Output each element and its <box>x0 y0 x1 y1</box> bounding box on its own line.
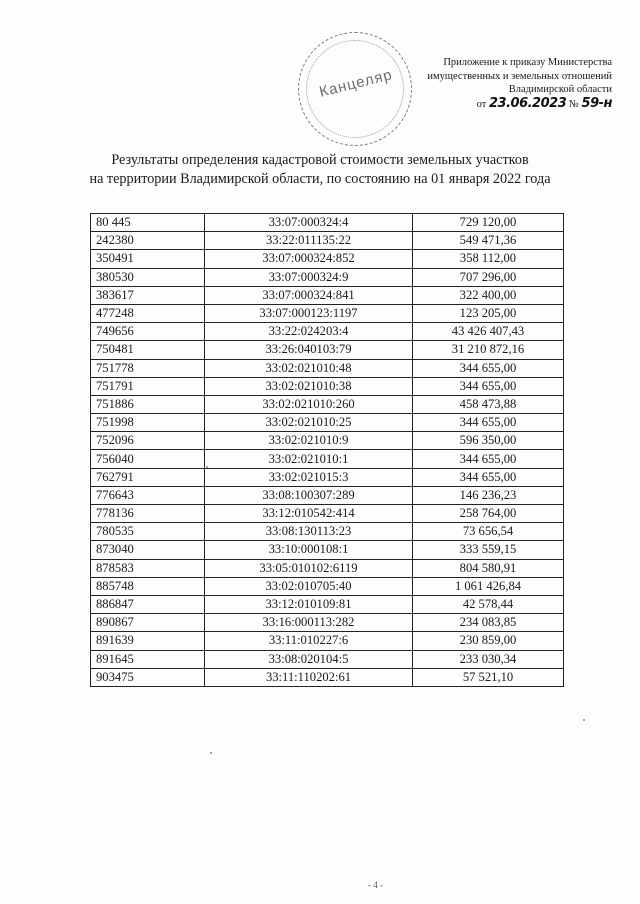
cadastral-number-cell: 33:02:021010:260 <box>205 395 413 413</box>
row-number-cell: 891645 <box>91 650 205 668</box>
row-number-cell: 878583 <box>91 559 205 577</box>
cadastral-value-cell: 333 559,15 <box>413 541 564 559</box>
row-number-cell: 890867 <box>91 614 205 632</box>
cadastral-value-cell: 31 210 872,16 <box>413 341 564 359</box>
cadastral-value-cell: 322 400,00 <box>413 286 564 304</box>
table-row <box>91 304 564 322</box>
cadastral-number-cell: 33:11:110202:61 <box>205 668 413 686</box>
document-header <box>427 56 612 111</box>
cadastral-number-cell: 33:02:010705:40 <box>205 577 413 595</box>
scan-speck <box>206 466 208 468</box>
row-number-cell: 749656 <box>91 323 205 341</box>
table-row <box>91 377 564 395</box>
row-number-cell: 778136 <box>91 505 205 523</box>
cadastral-number-cell: 33:11:010227:6 <box>205 632 413 650</box>
cadastral-number-cell: 33:08:020104:5 <box>205 650 413 668</box>
table-row <box>91 450 564 468</box>
cadastral-number-cell: 33:10:000108:1 <box>205 541 413 559</box>
title-line-1: Результаты определения кадастровой стоимости земельных участков <box>111 152 529 168</box>
document-title <box>0 151 640 189</box>
table-row <box>91 359 564 377</box>
table-row <box>91 232 564 250</box>
cadastral-value-cell: 146 236,23 <box>413 486 564 504</box>
table-row <box>91 595 564 613</box>
row-number-cell: 756040 <box>91 450 205 468</box>
row-number-cell: 242380 <box>91 232 205 250</box>
row-number-cell: 751998 <box>91 414 205 432</box>
header-line-3: Владимирской области <box>508 84 612 95</box>
row-number-cell: 776643 <box>91 486 205 504</box>
cadastral-number-cell: 33:02:021010:9 <box>205 432 413 450</box>
cadastral-value-table <box>90 213 564 687</box>
row-number-cell: 751886 <box>91 395 205 413</box>
stamp-text: Канцеляр <box>317 66 395 101</box>
cadastral-number-cell: 33:07:000324:4 <box>205 214 413 232</box>
row-number-cell: 750481 <box>91 341 205 359</box>
cadastral-value-cell: 230 859,00 <box>413 632 564 650</box>
cadastral-number-cell: 33:07:000324:841 <box>205 286 413 304</box>
cadastral-number-cell: 33:26:040103:79 <box>205 341 413 359</box>
table-row <box>91 432 564 450</box>
row-number-cell: 477248 <box>91 304 205 322</box>
scan-speck <box>583 719 585 721</box>
row-number-cell: 752096 <box>91 432 205 450</box>
cadastral-number-cell: 33:08:100307:289 <box>205 486 413 504</box>
row-number-cell: 751791 <box>91 377 205 395</box>
row-number-cell: 903475 <box>91 668 205 686</box>
cadastral-value-cell: 804 580,91 <box>413 559 564 577</box>
table-body <box>91 214 564 687</box>
table-row <box>91 577 564 595</box>
table-row <box>91 341 564 359</box>
cadastral-value-cell: 43 426 407,43 <box>413 323 564 341</box>
row-number-cell: 383617 <box>91 286 205 304</box>
row-number-cell: 891639 <box>91 632 205 650</box>
cadastral-number-cell: 33:07:000324:852 <box>205 250 413 268</box>
table-row <box>91 505 564 523</box>
cadastral-value-cell: 549 471,36 <box>413 232 564 250</box>
cadastral-number-cell: 33:02:021015:3 <box>205 468 413 486</box>
table-row <box>91 614 564 632</box>
cadastral-value-cell: 344 655,00 <box>413 359 564 377</box>
cadastral-value-cell: 123 205,00 <box>413 304 564 322</box>
cadastral-value-cell: 57 521,10 <box>413 668 564 686</box>
header-line-1: Приложение к приказу Министерства <box>443 57 612 68</box>
cadastral-value-cell: 344 655,00 <box>413 450 564 468</box>
cadastral-number-cell: 33:02:021010:48 <box>205 359 413 377</box>
official-stamp <box>298 32 412 146</box>
cadastral-number-cell: 33:12:010542:414 <box>205 505 413 523</box>
row-number-cell: 780535 <box>91 523 205 541</box>
row-number-cell: 762791 <box>91 468 205 486</box>
cadastral-value-cell: 258 764,00 <box>413 505 564 523</box>
table-row <box>91 559 564 577</box>
cadastral-number-cell: 33:05:010102:6119 <box>205 559 413 577</box>
table-row <box>91 486 564 504</box>
cadastral-number-cell: 33:12:010109:81 <box>205 595 413 613</box>
cadastral-value-cell: 234 083,85 <box>413 614 564 632</box>
table-row <box>91 323 564 341</box>
cadastral-number-cell: 33:02:021010:25 <box>205 414 413 432</box>
cadastral-number-cell: 33:22:011135:22 <box>205 232 413 250</box>
title-line-2: на территории Владимирской области, по состоянию на 01 января 2022 года <box>89 171 551 187</box>
table-row <box>91 468 564 486</box>
table-row <box>91 268 564 286</box>
table-row <box>91 250 564 268</box>
cadastral-value-cell: 458 473,88 <box>413 395 564 413</box>
order-date-line <box>427 97 612 112</box>
row-number-cell: 380530 <box>91 268 205 286</box>
table-row <box>91 650 564 668</box>
handwritten-date: 23.06.2023 <box>489 95 567 111</box>
cadastral-value-cell: 729 120,00 <box>413 214 564 232</box>
cadastral-number-cell: 33:07:000324:9 <box>205 268 413 286</box>
table-row <box>91 668 564 686</box>
cadastral-value-cell: 233 030,34 <box>413 650 564 668</box>
cadastral-value-cell: 344 655,00 <box>413 414 564 432</box>
table-row <box>91 414 564 432</box>
table-row <box>91 632 564 650</box>
header-line-2: имущественных и земельных отношений <box>427 70 612 82</box>
row-number-cell: 350491 <box>91 250 205 268</box>
table-row <box>91 523 564 541</box>
row-number-cell: 751778 <box>91 359 205 377</box>
page-number: - 4 - <box>368 880 383 890</box>
cadastral-number-cell: 33:07:000123:1197 <box>205 304 413 322</box>
row-number-cell: 80 445 <box>91 214 205 232</box>
row-number-cell: 885748 <box>91 577 205 595</box>
cadastral-value-cell: 358 112,00 <box>413 250 564 268</box>
cadastral-value-cell: 1 061 426,84 <box>413 577 564 595</box>
row-number-cell: 873040 <box>91 541 205 559</box>
cadastral-value-cell: 73 656,54 <box>413 523 564 541</box>
cadastral-value-cell: 707 296,00 <box>413 268 564 286</box>
row-number-cell: 886847 <box>91 595 205 613</box>
scan-speck <box>210 752 212 754</box>
cadastral-number-cell: 33:02:021010:38 <box>205 377 413 395</box>
date-prefix: от <box>476 98 487 110</box>
table-row <box>91 286 564 304</box>
number-prefix: № <box>568 98 579 110</box>
table-row <box>91 541 564 559</box>
cadastral-value-cell: 596 350,00 <box>413 432 564 450</box>
handwritten-order-number: 59-н <box>581 95 612 111</box>
table-row <box>91 214 564 232</box>
cadastral-value-cell: 344 655,00 <box>413 468 564 486</box>
cadastral-number-cell: 33:22:024203:4 <box>205 323 413 341</box>
table-row <box>91 395 564 413</box>
cadastral-number-cell: 33:16:000113:282 <box>205 614 413 632</box>
cadastral-number-cell: 33:02:021010:1 <box>205 450 413 468</box>
cadastral-number-cell: 33:08:130113:23 <box>205 523 413 541</box>
cadastral-value-cell: 42 578,44 <box>413 595 564 613</box>
cadastral-value-cell: 344 655,00 <box>413 377 564 395</box>
